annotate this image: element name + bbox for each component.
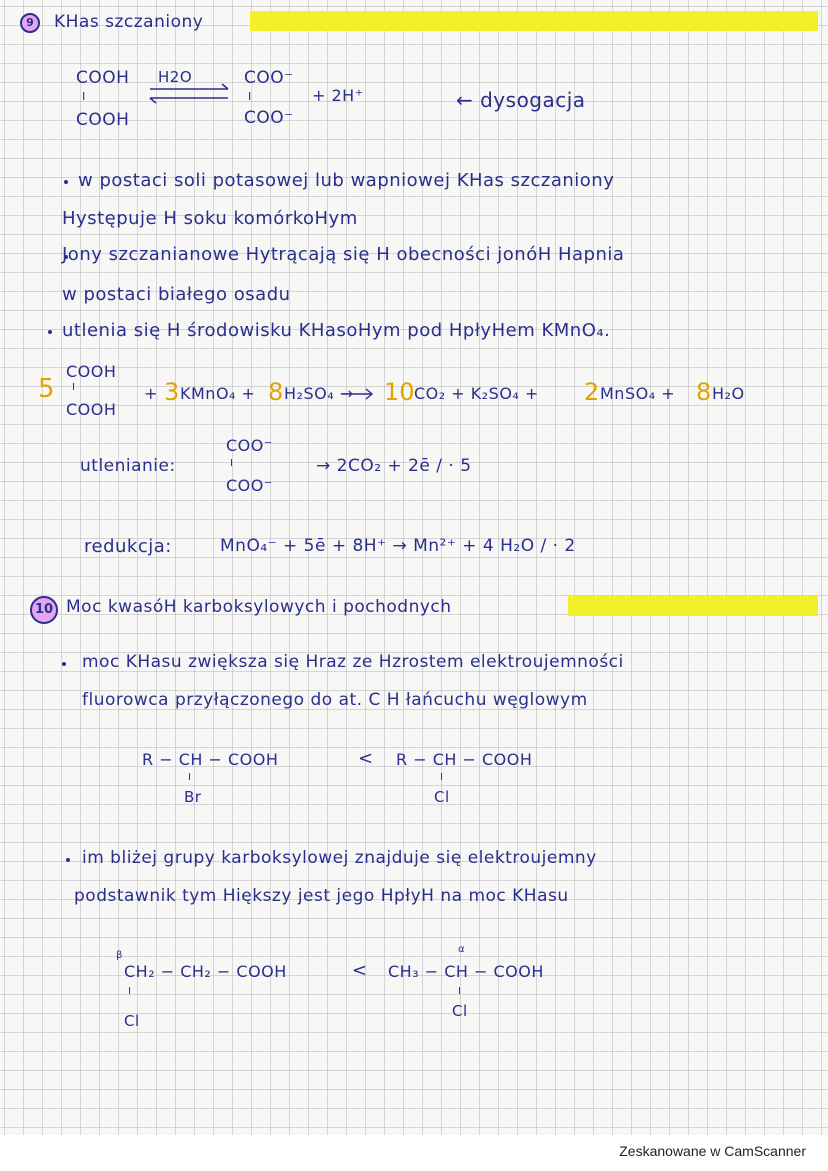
section-9-number-badge: 9: [20, 13, 40, 33]
bullet-1-line-2: Hystępuje H soku komórkoHym: [62, 208, 358, 229]
bullet-1-line-1: w postaci soli potasowej lub wapniowej KHas szczaniony: [78, 170, 615, 191]
coefficient-1: 5: [38, 374, 55, 404]
coefficient-6: 8: [696, 378, 712, 406]
footer-text: Zeskanowane w CamScanner: [619, 1143, 806, 1159]
compare-2-right-main: CH₃ − CH − COOH: [388, 962, 544, 981]
equation-acid-top: COOH: [66, 362, 117, 381]
compare-1-right-sub: Cl: [434, 788, 450, 806]
equation-reagent-h2so4: H₂SO₄ →: [284, 384, 354, 403]
compare-1-symbol: <: [358, 748, 374, 769]
oxidation-rest: → 2CO₂ + 2ē / · 5: [316, 456, 472, 476]
equation-product-mnso4: MnSO₄ +: [600, 384, 676, 403]
compare-2-left-sub: Cl: [124, 1012, 140, 1030]
reaction-rhs-bond: I: [248, 90, 252, 103]
compare-2-left-bond: I: [128, 986, 132, 997]
equation-product-water: H₂O: [712, 384, 745, 403]
reduction-equation: MnO₄⁻ + 5ē + 8H⁺ → Mn²⁺ + 4 H₂O / · 2: [220, 536, 576, 556]
reaction-plus-ions: + 2H⁺: [312, 86, 364, 105]
compare-2-right-alpha: α: [458, 944, 466, 955]
section-10-number-badge: 10: [30, 596, 58, 624]
reaction-rhs-top: COO⁻: [244, 68, 294, 88]
compare-2-right-sub: Cl: [452, 1002, 468, 1020]
bullet-2-line-2: w postaci białego osadu: [62, 284, 291, 305]
equation-plus: +: [144, 384, 158, 403]
compare-2-symbol: <: [352, 960, 368, 981]
scanner-footer: [0, 1135, 828, 1171]
compare-2-left-main: CH₂ − CH₂ − COOH: [124, 962, 287, 981]
oxidation-top: COO⁻: [226, 436, 273, 455]
equation-acid-bottom: COOH: [66, 400, 117, 419]
section-10-title: Moc kwasóH karboksylowych i pochodnych: [66, 597, 452, 617]
coefficient-4: 10: [384, 378, 415, 406]
reaction-arrow-label: H2O: [158, 68, 193, 86]
reaction-lhs-bottom: COOH: [76, 110, 130, 130]
compare-1-right-main: R − CH − COOH: [396, 750, 533, 769]
oxidation-label: utlenianie:: [80, 456, 176, 476]
reaction-lhs-top: COOH: [76, 68, 130, 88]
compare-2-right-bond: I: [458, 986, 462, 997]
equation-acid-bond: I: [72, 382, 76, 393]
coefficient-5: 2: [584, 378, 600, 406]
equation-products-co2-k2so4: CO₂ + K₂SO₄ +: [414, 384, 539, 403]
compare-2-left-beta: β: [116, 950, 123, 961]
bullet-2-line-1: Jony szczanianowe Hytrącają się H obecności jonóH Hapnia: [62, 244, 625, 265]
oxidation-bottom: COO⁻: [226, 476, 273, 495]
section-10-bullet-1-line-1: moc KHasu zwiększa się Hraz ze Hzrostem elektroujemności: [82, 652, 624, 672]
equation-reagent-kmno4: KMnO₄ +: [180, 384, 256, 403]
section-10-bullet-1-line-2: fluorowca przyłączonego do at. C H łańcuchu węglowym: [82, 690, 588, 710]
section-10-bullet-2-line-1: im bliżej grupy karboksylowej znajduje się elektroujemny: [82, 848, 597, 868]
compare-1-right-bond: I: [440, 772, 444, 783]
compare-1-left-bond: I: [188, 772, 192, 783]
reaction-rhs-bottom: COO⁻: [244, 108, 294, 128]
section-9-title: KHas szczaniony: [54, 12, 204, 32]
oxidation-bond: I: [230, 458, 234, 469]
reaction-arrow-icon: [342, 389, 372, 399]
compare-1-left-main: R − CH − COOH: [142, 750, 279, 769]
reaction-lhs-bond: I: [82, 90, 86, 103]
reaction-note: ← dysogacja: [456, 88, 586, 112]
equilibrium-arrow-icon: [150, 84, 228, 103]
coefficient-2: 3: [164, 378, 180, 406]
bullet-3-line-1: utlenia się H środowisku KHasoHym pod HpłyHem KMnO₄.: [62, 320, 611, 341]
coefficient-3: 8: [268, 378, 284, 406]
section-10-bullet-2-line-2: podstawnik tym Hiększy jest jego HpłyH na moc KHasu: [74, 886, 569, 906]
reduction-label: redukcja:: [84, 536, 172, 557]
compare-1-left-sub: Br: [184, 788, 202, 806]
